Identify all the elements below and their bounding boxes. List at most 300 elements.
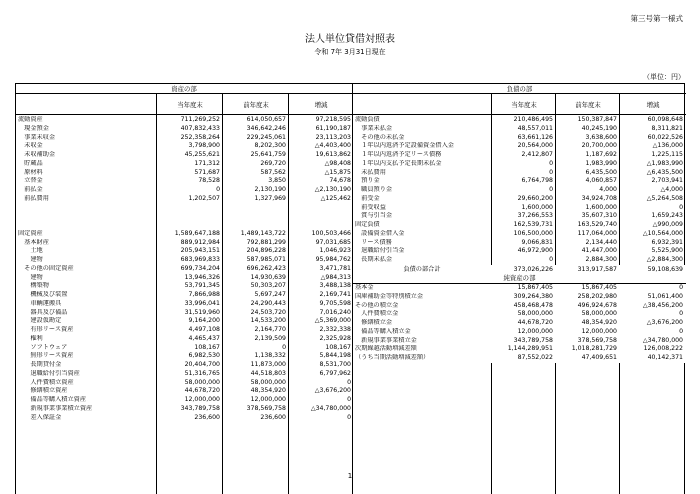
row-current: 1,600,000 bbox=[521, 203, 553, 211]
row-label: 職員預り金 bbox=[355, 186, 393, 193]
row-previous: 1,138,332 bbox=[254, 352, 286, 360]
row-label: 前払費用 bbox=[18, 194, 49, 202]
table-row bbox=[16, 344, 352, 353]
row-current: 309,264,380 bbox=[513, 292, 553, 300]
table-row bbox=[16, 291, 352, 300]
table-row bbox=[353, 142, 686, 151]
row-previous: 11,873,000 bbox=[250, 361, 286, 368]
row-current: 889,912,984 bbox=[180, 238, 220, 246]
row-diff: 6,932,391 bbox=[651, 238, 683, 246]
table-row bbox=[353, 328, 686, 337]
row-previous: 24,290,443 bbox=[250, 299, 286, 307]
table-row bbox=[353, 125, 686, 134]
row-diff: △15,875 bbox=[324, 168, 351, 176]
table-row bbox=[353, 230, 686, 239]
table-row bbox=[16, 256, 352, 265]
assets-column-headers bbox=[16, 94, 352, 115]
row-label: 基本金 bbox=[355, 284, 374, 291]
row-label: 原材料 bbox=[18, 168, 43, 176]
row-previous: 2,884,300 bbox=[585, 256, 617, 263]
row-diff: 0 bbox=[347, 413, 351, 421]
row-previous: 258,202,980 bbox=[577, 292, 617, 300]
row-label: 預り金 bbox=[355, 177, 380, 185]
table-row bbox=[16, 361, 352, 370]
assets-col-previous: 前年度末 bbox=[243, 101, 269, 109]
row-previous: 2,130,190 bbox=[254, 186, 286, 193]
row-previous: 12,000,000 bbox=[250, 396, 286, 403]
row-diff: 2,332,338 bbox=[319, 326, 351, 333]
row-current: 15,867,405 bbox=[517, 284, 553, 291]
row-current: 0 bbox=[549, 186, 553, 193]
row-current: 63,661,126 bbox=[517, 133, 553, 141]
row-label: 無形リース資産 bbox=[18, 352, 74, 360]
table-row bbox=[16, 134, 352, 143]
table-row bbox=[16, 265, 352, 274]
row-diff: 3,488,138 bbox=[319, 282, 351, 290]
row-diff: 0 bbox=[679, 203, 683, 211]
row-label: 流動負債 bbox=[355, 116, 380, 123]
row-current: 1,144,289,951 bbox=[507, 345, 553, 353]
row-current: 6,982,530 bbox=[188, 352, 220, 360]
row-previous: 269,720 bbox=[260, 159, 286, 167]
row-label: 修繕積立金 bbox=[355, 319, 393, 326]
row-current: 210,486,495 bbox=[513, 116, 553, 123]
row-previous: 48,354,920 bbox=[250, 387, 286, 395]
row-label: 退職給付引当資産 bbox=[18, 369, 80, 377]
assets-col-diff: 増減 bbox=[314, 101, 328, 109]
row-current: 9,066,831 bbox=[521, 238, 553, 246]
row-diff: 108,167 bbox=[325, 343, 351, 351]
table-row bbox=[353, 293, 686, 302]
table-row bbox=[16, 160, 352, 169]
table-row bbox=[16, 282, 352, 291]
liabilities-total-previous: 313,917,587 bbox=[577, 266, 617, 273]
table-row bbox=[16, 309, 352, 318]
row-previous: 25,641,759 bbox=[250, 151, 286, 158]
row-previous: 44,518,803 bbox=[250, 369, 286, 377]
table-row bbox=[353, 186, 686, 195]
row-current: 0 bbox=[549, 256, 553, 263]
row-previous: 6,435,500 bbox=[585, 168, 617, 176]
row-current: 13,946,326 bbox=[184, 273, 220, 281]
row-label: 未収補助金 bbox=[18, 151, 56, 158]
row-current: 683,969,833 bbox=[180, 256, 220, 263]
row-diff: 60,022,526 bbox=[647, 133, 683, 141]
row-previous: 236,600 bbox=[260, 413, 286, 421]
liabilities-total-label: 負債の部合計 bbox=[403, 266, 441, 273]
row-label: 建物 bbox=[18, 273, 43, 281]
row-previous: 696,262,423 bbox=[246, 264, 286, 272]
row-diff: △125,462 bbox=[320, 194, 351, 202]
row-diff: 19,613,862 bbox=[315, 151, 351, 158]
row-current: 48,557,011 bbox=[517, 124, 553, 132]
row-label: 新規事業事業積立資産 bbox=[18, 404, 93, 412]
row-diff: 0 bbox=[347, 396, 351, 403]
table-row bbox=[16, 352, 352, 361]
row-diff: △3,676,200 bbox=[646, 319, 683, 326]
assets-panel bbox=[16, 84, 353, 494]
row-diff: 5,844,198 bbox=[319, 352, 351, 360]
row-previous: 35,607,310 bbox=[581, 212, 617, 220]
row-label: 設備資金借入金 bbox=[355, 229, 405, 237]
table-row bbox=[16, 204, 352, 213]
row-current: 1,202,507 bbox=[188, 194, 220, 202]
row-current: 1,589,647,188 bbox=[174, 229, 220, 237]
row-label: 修繕積立資産 bbox=[18, 387, 68, 395]
row-previous: 34,924,708 bbox=[581, 194, 617, 202]
table-row bbox=[16, 116, 352, 125]
row-current: 87,552,022 bbox=[517, 354, 553, 361]
net-assets-section-header: 純資産の部 bbox=[353, 274, 686, 283]
row-current: 37,266,553 bbox=[517, 212, 553, 220]
row-label: 備品等購入積立資産 bbox=[18, 396, 87, 403]
row-label: 車輌運搬具 bbox=[18, 299, 62, 307]
row-previous: 2,139,509 bbox=[254, 334, 286, 342]
row-label: 事業未収金 bbox=[18, 133, 56, 141]
row-label: 構築物 bbox=[18, 282, 49, 290]
row-previous: 20,700,000 bbox=[581, 142, 617, 150]
row-current: 45,255,621 bbox=[184, 151, 220, 158]
row-label: 差入保証金 bbox=[18, 413, 62, 421]
row-previous: 3,850 bbox=[268, 177, 286, 185]
row-previous: 3,638,600 bbox=[585, 133, 617, 141]
row-diff: △10,564,000 bbox=[642, 229, 683, 237]
liabilities-total-diff: 59,108,639 bbox=[647, 266, 683, 273]
row-current: 58,000,000 bbox=[517, 310, 553, 318]
row-label: 建設仮勘定 bbox=[18, 317, 62, 325]
table-row bbox=[16, 151, 352, 160]
row-previous: 48,354,920 bbox=[581, 319, 617, 326]
table-row bbox=[16, 212, 352, 221]
liabilities-col-current: 当年度末 bbox=[511, 101, 537, 109]
row-previous: 378,569,758 bbox=[246, 404, 286, 412]
row-current: 58,000,000 bbox=[184, 378, 220, 386]
row-previous: 14,930,639 bbox=[250, 273, 286, 281]
row-current: 108,167 bbox=[194, 343, 220, 351]
row-previous: 12,000,000 bbox=[581, 327, 617, 335]
row-current: 31,519,960 bbox=[184, 308, 220, 316]
row-previous: 1,489,143,722 bbox=[240, 229, 286, 237]
row-current: 252,358,264 bbox=[180, 133, 220, 141]
row-previous: 0 bbox=[282, 343, 286, 351]
row-diff: 126,008,222 bbox=[643, 345, 683, 353]
row-diff: △5,264,508 bbox=[646, 194, 683, 202]
table-row bbox=[16, 142, 352, 151]
row-current: 7,866,988 bbox=[188, 291, 220, 298]
row-diff: △3,676,200 bbox=[314, 387, 351, 395]
row-label: 事業未払金 bbox=[355, 124, 393, 132]
row-label: 前受金 bbox=[355, 194, 380, 202]
row-diff: △984,313 bbox=[320, 273, 351, 281]
table-row bbox=[16, 326, 352, 335]
row-diff: 2,703,941 bbox=[651, 177, 683, 185]
row-current: 20,404,700 bbox=[184, 361, 220, 368]
table-row bbox=[353, 354, 686, 363]
page-title: 法人単位貸借対照表 bbox=[305, 34, 395, 45]
row-label: その他の未払金 bbox=[355, 133, 405, 141]
liabilities-section-header: 負債の部 bbox=[353, 84, 686, 94]
row-label: 有形リース資産 bbox=[18, 326, 74, 333]
row-diff: 97,031,685 bbox=[315, 238, 351, 246]
row-label: 基本財産 bbox=[18, 238, 49, 246]
table-row bbox=[16, 317, 352, 326]
row-label: 次期繰越活動増減差額 bbox=[355, 345, 417, 353]
row-current: 205,943,151 bbox=[180, 247, 220, 255]
row-current: 6,764,798 bbox=[521, 177, 553, 185]
row-current: 162,539,731 bbox=[513, 221, 553, 228]
table-row bbox=[16, 274, 352, 283]
row-diff: 5,525,900 bbox=[651, 247, 683, 255]
row-previous: 614,050,657 bbox=[246, 116, 286, 123]
row-current: 236,600 bbox=[194, 413, 220, 421]
form-number: 第三号第一様式 bbox=[630, 14, 683, 23]
row-current: 0 bbox=[549, 159, 553, 167]
row-label: 前払金 bbox=[18, 186, 43, 193]
row-diff: △4,000 bbox=[660, 186, 683, 193]
row-previous: 587,562 bbox=[260, 168, 286, 176]
row-label: 建物 bbox=[18, 256, 43, 263]
table-row bbox=[16, 177, 352, 186]
row-diff: 9,705,598 bbox=[319, 299, 351, 307]
row-label: 機械及び装置 bbox=[18, 291, 68, 298]
row-diff: △34,780,000 bbox=[310, 404, 351, 412]
row-previous: 4,000 bbox=[599, 186, 617, 193]
row-current: 0 bbox=[216, 186, 220, 193]
row-current: 171,312 bbox=[194, 159, 220, 167]
row-label: 未収金 bbox=[18, 142, 43, 150]
row-diff: 40,142,371 bbox=[647, 354, 683, 361]
row-previous: 204,896,228 bbox=[246, 247, 286, 255]
row-diff: △2,130,190 bbox=[314, 186, 351, 193]
row-current: 46,972,900 bbox=[517, 247, 553, 255]
row-label: １年以内支払予定長期未払金 bbox=[355, 159, 442, 167]
table-row bbox=[16, 239, 352, 248]
row-previous: 14,533,200 bbox=[250, 317, 286, 325]
row-diff: △4,403,400 bbox=[314, 142, 351, 150]
row-previous: 4,060,857 bbox=[585, 177, 617, 185]
row-previous: 1,018,281,729 bbox=[571, 345, 617, 353]
table-row bbox=[16, 405, 352, 414]
table-row bbox=[353, 239, 686, 248]
row-current: 0 bbox=[549, 168, 553, 176]
row-label: 器具及び備品 bbox=[18, 308, 68, 316]
row-label: 貯蔵品 bbox=[18, 159, 43, 167]
row-previous: 15,867,405 bbox=[581, 284, 617, 291]
row-diff: △990,009 bbox=[652, 221, 683, 228]
row-diff: 2,325,928 bbox=[319, 334, 351, 342]
row-current: 53,791,345 bbox=[184, 282, 220, 290]
row-label: 備品等購入積立金 bbox=[355, 327, 411, 335]
row-diff: 3,471,781 bbox=[319, 264, 351, 272]
table-row bbox=[353, 310, 686, 319]
row-diff: △98,408 bbox=[324, 159, 351, 167]
table-row bbox=[353, 337, 686, 346]
liabilities-total-current: 373,026,226 bbox=[513, 266, 553, 273]
row-previous: 58,000,000 bbox=[250, 378, 286, 386]
row-previous: 1,327,969 bbox=[254, 194, 286, 202]
row-diff: 0 bbox=[679, 327, 683, 335]
table-row bbox=[16, 387, 352, 396]
table-row bbox=[353, 256, 686, 265]
row-label: 人件費積立金 bbox=[355, 310, 399, 318]
table-row bbox=[16, 169, 352, 178]
row-diff: 8,531,700 bbox=[319, 361, 351, 368]
row-current: 343,789,758 bbox=[513, 336, 553, 344]
row-diff: 97,218,595 bbox=[315, 116, 351, 123]
row-diff: 61,190,187 bbox=[315, 124, 351, 132]
row-current: 571,687 bbox=[194, 168, 220, 176]
row-previous: 5,697,247 bbox=[254, 291, 286, 298]
row-current: 44,678,720 bbox=[184, 387, 220, 395]
row-label: 国庫補助金等特別積立金 bbox=[355, 292, 424, 300]
liabilities-total-row bbox=[353, 265, 686, 274]
row-current: 343,789,758 bbox=[180, 404, 220, 412]
table-row bbox=[16, 414, 352, 423]
row-current: 4,497,108 bbox=[188, 326, 220, 333]
row-diff: △5,369,000 bbox=[314, 317, 351, 325]
row-diff: △1,983,990 bbox=[646, 159, 683, 167]
row-previous: 229,245,061 bbox=[246, 133, 286, 141]
table-row bbox=[16, 195, 352, 204]
row-diff: 23,113,203 bbox=[315, 133, 351, 141]
row-previous: 150,387,847 bbox=[577, 116, 617, 123]
row-label: 長期未払金 bbox=[355, 256, 393, 263]
table-row bbox=[353, 247, 686, 256]
table-row bbox=[16, 221, 352, 230]
row-previous: 2,134,440 bbox=[585, 238, 617, 246]
row-label: 固定資産 bbox=[18, 229, 43, 237]
row-previous: 117,064,000 bbox=[577, 229, 617, 237]
row-current: 458,468,478 bbox=[513, 301, 553, 309]
row-label: 新規事業事業積立金 bbox=[355, 336, 417, 344]
row-current: 44,678,720 bbox=[517, 319, 553, 326]
row-diff: 6,797,962 bbox=[319, 369, 351, 377]
row-current: 2,412,807 bbox=[521, 151, 553, 158]
page-number: 1 bbox=[347, 472, 353, 480]
table-row bbox=[16, 247, 352, 256]
table-row bbox=[353, 134, 686, 143]
row-diff: 1,225,115 bbox=[651, 151, 683, 158]
table-row bbox=[353, 284, 686, 293]
row-label: 土地 bbox=[18, 247, 43, 255]
row-diff: 60,098,648 bbox=[647, 116, 683, 123]
row-previous: 163,529,740 bbox=[577, 221, 617, 228]
row-label: 現金預金 bbox=[18, 124, 49, 132]
row-previous: 1,187,692 bbox=[585, 151, 617, 158]
table-row bbox=[353, 212, 686, 221]
row-current: 711,269,252 bbox=[180, 116, 220, 123]
row-previous: 8,202,300 bbox=[254, 142, 286, 150]
table-row bbox=[353, 169, 686, 178]
balance-sheet-table bbox=[15, 83, 685, 494]
row-current: 4,465,437 bbox=[188, 334, 220, 342]
row-diff: △136,000 bbox=[652, 142, 683, 150]
row-current: 3,798,900 bbox=[188, 142, 220, 150]
table-row bbox=[16, 186, 352, 195]
row-label: ソフトウェア bbox=[18, 343, 68, 351]
row-label: その他の積立金 bbox=[355, 301, 399, 309]
row-label: １年以内返済予定設備資金借入金 bbox=[355, 142, 454, 150]
row-current: 29,660,200 bbox=[517, 194, 553, 202]
table-row bbox=[353, 302, 686, 311]
table-row bbox=[16, 230, 352, 239]
table-row bbox=[16, 335, 352, 344]
table-row bbox=[16, 396, 352, 405]
liabilities-column-headers bbox=[353, 94, 686, 115]
row-previous: 1,600,000 bbox=[585, 203, 617, 211]
row-diff: 0 bbox=[347, 378, 351, 386]
table-row bbox=[16, 300, 352, 309]
row-label: 賞与引当金 bbox=[355, 212, 393, 220]
row-previous: 40,245,190 bbox=[581, 124, 617, 132]
row-diff: 7,016,240 bbox=[319, 308, 351, 316]
table-row bbox=[353, 195, 686, 204]
row-previous: 2,164,770 bbox=[254, 326, 286, 333]
row-diff: 51,061,400 bbox=[647, 292, 683, 300]
row-label: 長期貸付金 bbox=[18, 361, 62, 368]
row-current: 12,000,000 bbox=[184, 396, 220, 403]
row-previous: 41,447,000 bbox=[581, 247, 617, 255]
liabilities-col-diff: 増減 bbox=[646, 101, 660, 109]
row-current: 51,316,765 bbox=[184, 369, 220, 377]
row-previous: 378,569,758 bbox=[577, 336, 617, 344]
table-row bbox=[353, 116, 686, 125]
assets-col-current: 当年度末 bbox=[177, 101, 203, 109]
row-label: 未払費用 bbox=[355, 168, 386, 176]
table-row bbox=[353, 151, 686, 160]
liabilities-panel bbox=[353, 84, 686, 494]
row-diff: △38,456,200 bbox=[642, 301, 683, 309]
row-label: 前受収益 bbox=[355, 203, 386, 211]
row-current: 699,734,204 bbox=[180, 264, 220, 272]
row-diff: 1,046,923 bbox=[319, 247, 351, 255]
row-diff: 100,503,466 bbox=[311, 229, 351, 237]
row-label: リース債務 bbox=[355, 238, 392, 246]
row-previous: 50,303,207 bbox=[250, 282, 286, 290]
row-label: １年以内返済予定リース債務 bbox=[355, 151, 442, 158]
row-diff: △2,884,300 bbox=[646, 256, 683, 263]
row-current: 106,500,000 bbox=[513, 229, 553, 237]
row-previous: 496,924,678 bbox=[577, 301, 617, 309]
row-diff: 2,169,741 bbox=[319, 291, 351, 298]
row-diff: 95,984,762 bbox=[315, 256, 351, 263]
liabilities-col-previous: 前年度末 bbox=[575, 101, 601, 109]
row-label: その他の固定資産 bbox=[18, 264, 74, 272]
row-previous: 346,642,246 bbox=[246, 124, 286, 132]
row-previous: 792,881,299 bbox=[246, 238, 286, 246]
table-row bbox=[353, 345, 686, 354]
row-label: 固定負債 bbox=[355, 221, 380, 228]
assets-rows bbox=[16, 116, 352, 422]
net-assets-rows bbox=[353, 284, 686, 363]
row-current: 9,164,200 bbox=[188, 317, 220, 325]
row-diff: 0 bbox=[679, 284, 683, 291]
row-previous: 587,985,071 bbox=[246, 256, 286, 263]
report-date: 令和 7年 3月31日現在 bbox=[314, 48, 386, 56]
unit-label: （単位：円） bbox=[643, 73, 685, 81]
assets-section-header: 資産の部 bbox=[16, 84, 352, 94]
row-current: 12,000,000 bbox=[517, 327, 553, 335]
table-row bbox=[16, 370, 352, 379]
row-current: 33,996,041 bbox=[184, 299, 220, 307]
row-current: 78,528 bbox=[198, 177, 220, 185]
row-current: 407,832,433 bbox=[180, 124, 220, 132]
table-row bbox=[16, 379, 352, 388]
row-diff: 0 bbox=[679, 310, 683, 318]
table-row bbox=[353, 319, 686, 328]
row-diff: 8,311,821 bbox=[651, 124, 683, 132]
liabilities-rows bbox=[353, 116, 686, 265]
